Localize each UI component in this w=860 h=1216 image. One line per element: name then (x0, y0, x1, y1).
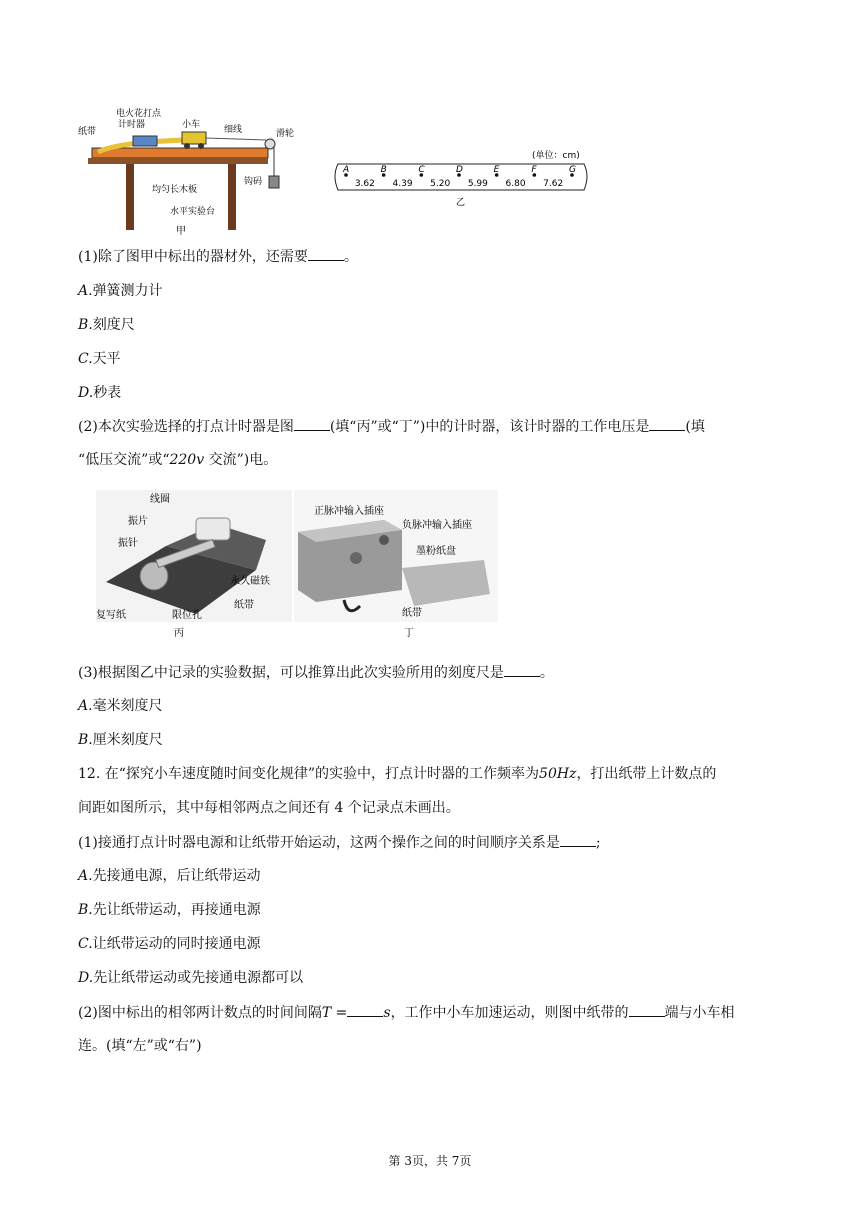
cart-wheel (184, 143, 190, 149)
label-tape: 纸带 (234, 600, 254, 611)
board-shape (92, 148, 268, 158)
figure-yi-tape (332, 146, 594, 208)
answer-blank[interactable] (649, 416, 685, 431)
label-string: 细线 (224, 125, 243, 135)
q12-line-2: 间距如图所示，其中每相邻两点之间还有 4 个记录点未画出。 (78, 800, 460, 816)
q12-option-d[interactable]: D.先让纸带运动或先接通电源都可以 (78, 970, 304, 986)
weight-shape (269, 176, 279, 188)
q12-option-b[interactable]: B.先让纸带运动，再接通电源 (78, 902, 261, 918)
q1-stem: (1)除了图甲中标出的器材外，还需要 。 (78, 246, 782, 267)
q3-option-a[interactable]: A.毫米刻度尺 (78, 698, 163, 714)
page-footer: 第 3页，共 7页 (388, 1154, 472, 1168)
label-weight: 钩码 (244, 177, 263, 187)
caption-bing: 丙 (174, 628, 184, 639)
label-table: 水平实验台 (170, 207, 216, 217)
q1-option-a[interactable]: A.弹簧测力计 (78, 283, 163, 299)
cart-wheel (198, 143, 204, 149)
q3-stem: (3)根据图乙中记录的实验数据，可以推算出此次实验所用的刻度尺是 。 (78, 662, 782, 683)
q12-p2-line-2: 连。(填“左”或“右”) (78, 1038, 202, 1054)
label-magnet: 永久磁铁 (230, 576, 270, 587)
tape-distance-label: 7.62 (543, 179, 564, 189)
socket-pos (350, 552, 362, 564)
tape-point-label: D (456, 165, 463, 175)
timer-shape (133, 136, 157, 146)
tape-point-label: E (493, 165, 500, 175)
tape-distance-label: 4.39 (392, 179, 413, 189)
label-tape: 纸带 (402, 608, 422, 619)
caption-ding: 丁 (404, 628, 414, 639)
tape-distance-label: 5.20 (430, 179, 451, 189)
answer-blank[interactable] (560, 832, 596, 847)
tape-point-label: F (531, 165, 537, 175)
tape-distance-label: 5.99 (467, 179, 488, 189)
q1-option-b[interactable]: B.刻度尺 (78, 317, 135, 333)
label-timer-2: 计时器 (118, 120, 146, 130)
q1-option-d[interactable]: D.秒表 (78, 385, 122, 401)
answer-blank[interactable] (504, 662, 540, 677)
label-cart: 小车 (182, 120, 201, 130)
table-leg-right (228, 158, 236, 230)
answer-blank[interactable] (629, 1002, 665, 1017)
label-pulley: 滑轮 (276, 129, 295, 139)
socket-neg (379, 535, 389, 545)
tape-point-label: C (418, 165, 425, 175)
q12-p1-stem: (1)接通打点计时器电源和让纸带开始运动，这两个操作之间的时间顺序关系是 ; (78, 832, 782, 853)
label-neg: 负脉冲输入插座 (402, 520, 472, 531)
answer-blank[interactable] (294, 416, 330, 431)
label-tape: 纸带 (78, 127, 97, 137)
label-pos: 正脉冲输入插座 (314, 506, 384, 517)
q2-line-2: “低压交流”或“220v 交流”)电。 (78, 452, 278, 468)
coil-shape (196, 518, 230, 540)
label-carbon: 复写纸 (96, 610, 126, 621)
cart-shape (182, 132, 206, 144)
tape-unit: (单位：cm) (532, 151, 580, 161)
tape-point-label: G (569, 165, 576, 175)
label-timer-1: 电火花打点 (116, 109, 162, 119)
string-line (206, 138, 266, 140)
q1-option-c[interactable]: C.天平 (78, 351, 121, 367)
label-disk: 墨粉纸盘 (416, 546, 456, 557)
answer-blank[interactable] (347, 1002, 383, 1017)
label-board: 均匀长木板 (152, 185, 198, 195)
q3-option-b[interactable]: B.厘米刻度尺 (78, 732, 163, 748)
figure-bing-timer (96, 490, 292, 638)
q2-line-1: (2)本次实验选择的打点计时器是图 (填“丙”或“丁”)中的计时器，该计时器的工作电压是 (填 (78, 416, 782, 437)
caption-yi: 乙 (456, 198, 466, 208)
tape-distance-label: 6.80 (505, 179, 526, 189)
q12-option-c[interactable]: C.让纸带运动的同时接通电源 (78, 936, 261, 952)
tape-point-label: B (380, 165, 387, 175)
table-top (88, 158, 268, 164)
label-needle: 振针 (118, 538, 138, 549)
label-hole: 限位孔 (172, 610, 202, 621)
label-coil: 线圈 (150, 494, 170, 505)
q12-line-1: 12. 在“探究小车速度随时间变化规律”的实验中，打点计时器的工作频率为50Hz，打出纸带上计数点的 (78, 766, 717, 782)
figure-ding-timer (294, 490, 498, 638)
tape-distance-label: 3.62 (354, 179, 375, 189)
q12-option-a[interactable]: A.先接通电源，后让纸带运动 (78, 868, 261, 884)
label-reed: 振片 (128, 516, 148, 527)
q12-p2-line-1: (2)图中标出的相邻两计数点的时间间隔T = s，工作中小车加速运动，则图中纸带的 端与小车相 (78, 1002, 782, 1023)
answer-blank[interactable] (308, 246, 344, 261)
tape-point-label: A (343, 165, 350, 175)
figure-jia-apparatus (78, 109, 308, 238)
table-leg-left (126, 158, 134, 230)
caption-jia: 甲 (176, 226, 186, 237)
